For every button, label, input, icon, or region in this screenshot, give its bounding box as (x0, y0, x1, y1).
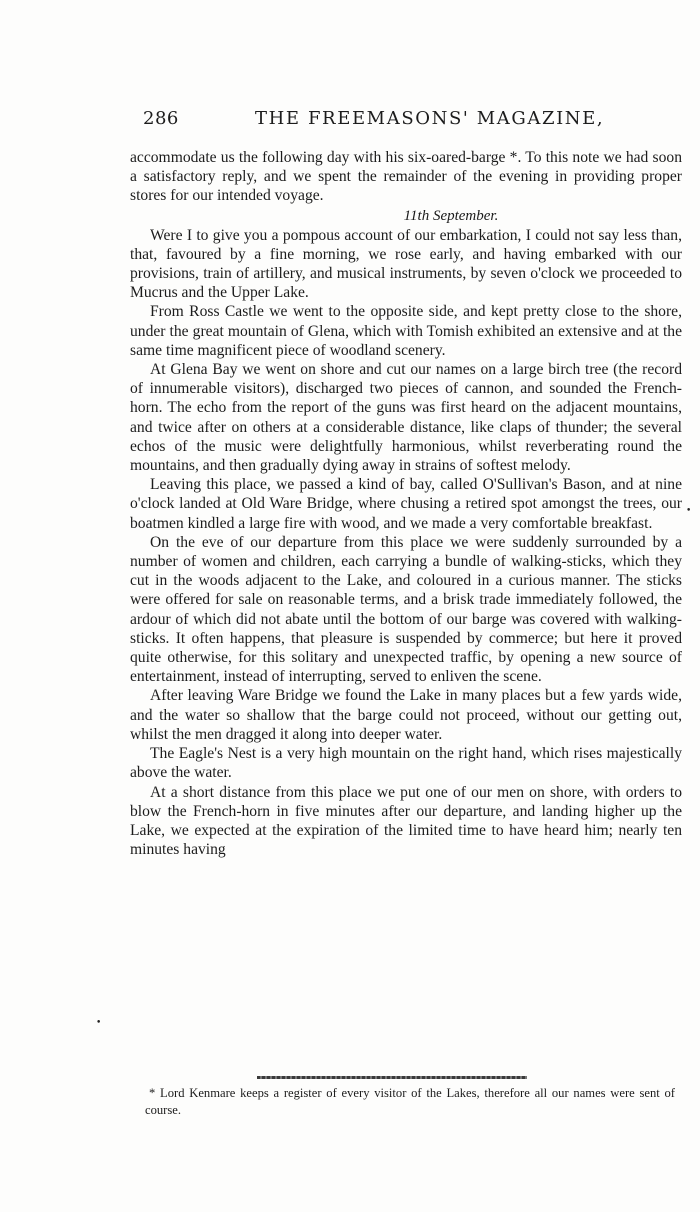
paragraph-embarkation: Were I to give you a pompous account of our embarkation, I could not say less than, that, favoured by a fine morning, we rose early, and having embarked with our provisions, train of artillery, and musical instruments, by seven o'clock we proceeded to Mucrus and the Upper Lake. (130, 226, 682, 302)
paragraph-ross-castle: From Ross Castle we went to the opposite side, and kept pretty close to the shore, under the great mountain of Glena, which with Tomish exhibited an extensive and at the same time magnificent piece of woodland scenery. (130, 303, 682, 359)
paragraph-glena-bay: At Glena Bay we went on shore and cut our names on a large birch tree (the record of innumerable visitors), discharged two pieces of cannon, and sounded the French-horn. The echo from the report of the guns was first heard on the adjacent mountains, and twice after on others at a considerable distance, like claps of thunder; the several echos of the music were delightfully harmonious, whilst reverberating round the mountains, and then gradually dying away in strains of softest melody. (130, 361, 682, 475)
footnote-text: * Lord Kenmare keeps a register of every visitor of the Lakes, therefore all our names were sent of course. (145, 1086, 675, 1117)
paragraph-sullivans-bason: Leaving this place, we passed a kind of bay, called O'Sullivan's Bason, and at nine o'clock landed at Old Ware Bridge, where chusing a retired spot amongst the trees, our boatmen kindled a large fire with wood, and we made a very comfortable breakfast. (130, 476, 682, 532)
date-heading: 11th September. (403, 207, 499, 224)
paragraph-ware-bridge: After leaving Ware Bridge we found the Lake in many places but a few yards wide, and the water so shallow that the barge could not proceed, without our getting out, whilst the men dragged it along into deeper water. (130, 687, 682, 743)
margin-mark: • (96, 1018, 102, 1028)
paragraph-walking-sticks: On the eve of our departure from this place we were suddenly surrounded by a number of women and children, each carrying a bundle of walking-sticks, which they cut in the woods adjacent to the Lake, and coloured in a curious manner. The sticks were offered for sale on reasonable terms, and a brisk trade immediately followed, the ardour of which did not abate until the bottom of our barge was covered with walking-sticks. It often happens, that pleasure is suspended by commerce; but here it proved quite otherwise, for this solitary and unexpected traffic, by opening a new source of entertainment, instead of interrupting, served to enliven the scene. (130, 533, 682, 686)
page-number: 286 (143, 108, 179, 129)
paragraph-french-horn: At a short distance from this place we put one of our men on shore, with orders to blow the French-horn in five minutes after our departure, and landing higher up the Lake, we expected at the expiration of the limited time to have heard him; nearly ten minutes having (130, 783, 682, 859)
page-header (143, 108, 683, 132)
running-title: THE FREEMASONS' MAGAZINE, (255, 108, 605, 129)
continuation-paragraph: accommodate us the following day with his six-oared-barge *. To this note we had soon a satisfactory reply, and we spent the remainder of the evening in providing proper stores for our intended voyage. (130, 149, 682, 205)
paragraph-eagles-nest: The Eagle's Nest is a very high mountain on the right hand, which rises majestically above the water. (130, 745, 682, 782)
footnote (145, 1085, 675, 1119)
margin-mark: • (686, 506, 692, 516)
article-body (130, 148, 682, 859)
footnote-rule (257, 1076, 527, 1079)
